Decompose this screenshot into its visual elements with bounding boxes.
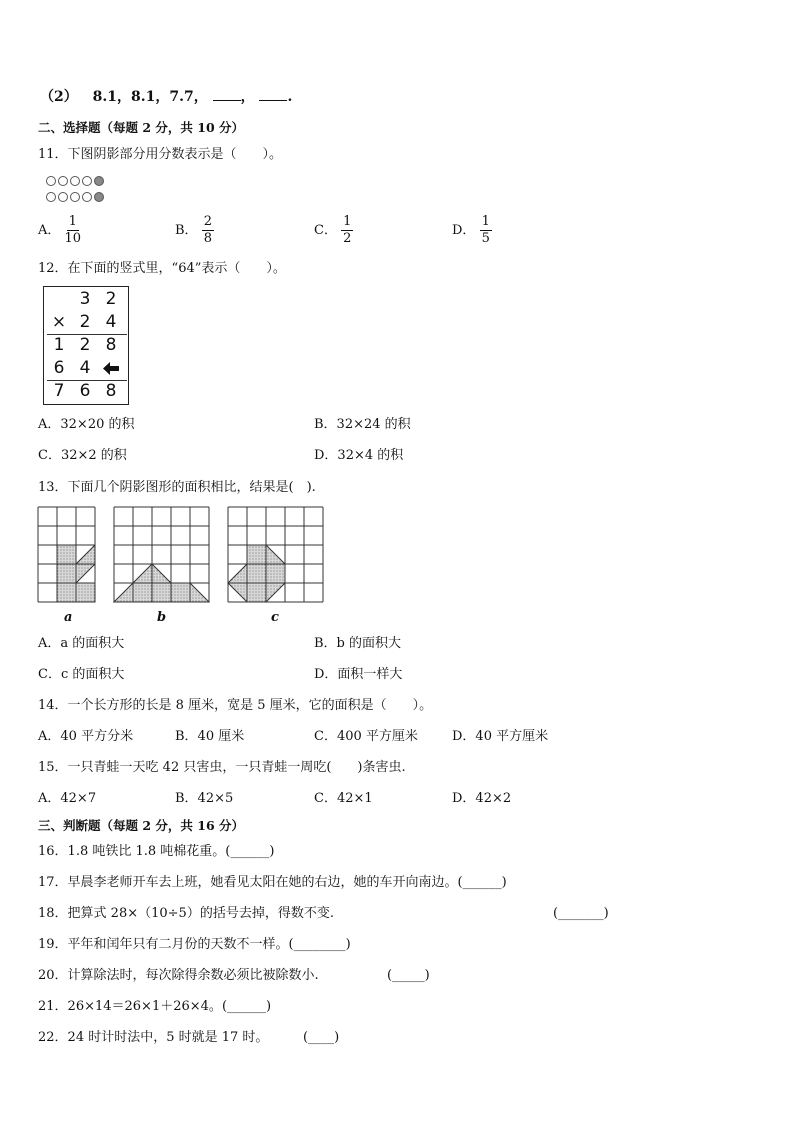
option-b[interactable]: B．42×5 <box>175 791 234 806</box>
answer-blank[interactable]: (______) <box>221 999 272 1014</box>
digit: 2 <box>79 335 91 355</box>
digit: 6 <box>53 358 65 378</box>
separator: ， <box>240 89 255 105</box>
numerator: 2 <box>203 214 212 229</box>
option-c[interactable]: C．32×2 的积 <box>38 448 127 463</box>
answer-blank[interactable]: (____) <box>303 1030 340 1045</box>
option-a[interactable]: A．40 平方分米 <box>38 729 134 744</box>
answer-blank[interactable]: (_____) <box>387 968 430 983</box>
judge-text: 19．平年和闰年只有二月份的天数不一样。 <box>38 937 289 952</box>
option-c[interactable]: C．400 平方厘米 <box>314 729 418 744</box>
option-a[interactable]: A．32×20 的积 <box>38 417 135 432</box>
question-stem: 15．一只青蛙一天吃 42 只害虫，一只青蛙一周吃( )条害虫. <box>38 760 406 775</box>
judge-text: 20．计算除法时，每次除得余数必须比被除数小. <box>38 968 319 983</box>
section-title: 三、判断题（每题 2 分，共 16 分） <box>38 818 245 833</box>
digit: 6 <box>79 381 91 401</box>
judge-item <box>38 967 319 985</box>
option-b[interactable]: B．40 厘米 <box>175 729 245 744</box>
option-letter: C． <box>314 223 337 238</box>
grid-a <box>38 507 95 602</box>
question-stem: 14．一个长方形的长是 8 厘米，宽是 5 厘米，它的面积是（ ）。 <box>38 698 433 713</box>
option-letter: D． <box>452 223 476 238</box>
option-d[interactable]: D．32×4 的积 <box>314 448 404 463</box>
option-b[interactable]: B．b 的面积大 <box>314 636 402 651</box>
digit: 1 <box>53 335 65 355</box>
digit: 3 <box>79 289 91 309</box>
option-d[interactable]: D．面积一样大 <box>314 667 403 682</box>
digit: 8 <box>105 381 117 401</box>
numerator: 1 <box>68 214 77 229</box>
times-sign: × <box>51 312 67 332</box>
option-d[interactable]: D．40 平方厘米 <box>452 729 549 744</box>
figure-label-b: b <box>157 610 167 625</box>
judge-item <box>38 874 507 892</box>
judge-item <box>38 905 334 923</box>
question-stem: 12．在下面的竖式里，“64”表示（ ）。 <box>38 261 286 276</box>
section-title: 二、选择题（每题 2 分，共 10 分） <box>38 120 245 135</box>
answer-blank[interactable]: (________) <box>288 937 351 952</box>
denominator: 8 <box>203 231 212 246</box>
digit: 4 <box>105 312 117 332</box>
sequence-values: 8.1，8.1，7.7， <box>92 89 208 105</box>
option-letter: B． <box>175 223 198 238</box>
numerator: 1 <box>343 214 352 229</box>
answer-blank[interactable]: (______) <box>457 875 507 890</box>
option-d[interactable]: D．42×2 <box>452 791 512 806</box>
answer-blank[interactable]: (______) <box>225 844 275 859</box>
denominator: 5 <box>481 231 490 246</box>
period: . <box>287 89 293 105</box>
digit: 7 <box>53 381 65 401</box>
shaded-shape-c <box>228 545 285 602</box>
option-c[interactable]: C．c 的面积大 <box>38 667 125 682</box>
digit: 8 <box>105 335 117 355</box>
denominator: 2 <box>343 231 352 246</box>
option-a[interactable]: A．a 的面积大 <box>38 636 125 651</box>
figure-label-c: c <box>271 610 279 625</box>
option-b[interactable]: B．32×24 的积 <box>314 417 411 432</box>
digit: 2 <box>79 312 91 332</box>
judge-text: 18．把算式 28×（10÷5）的括号去掉，得数不变. <box>38 906 334 921</box>
judge-text: 22．24 时计时法中，5 时就是 17 时。 <box>38 1030 269 1045</box>
question-2-label: （2） <box>40 89 78 105</box>
option-letter: A． <box>38 223 61 238</box>
option-c[interactable]: C．42×1 <box>314 791 373 806</box>
question-stem: 13．下面几个阴影图形的面积相比，结果是( ). <box>38 480 316 495</box>
grid-c <box>228 507 323 602</box>
numerator: 1 <box>481 214 490 229</box>
judge-item <box>38 1029 268 1047</box>
denominator: 10 <box>64 231 82 246</box>
judge-text: 21．26×14＝26×1＋26×4。 <box>38 999 222 1014</box>
judge-text: 16．1.8 吨铁比 1.8 吨棉花重。 <box>38 844 226 859</box>
digit: 4 <box>79 358 91 378</box>
grid-b <box>114 507 209 602</box>
figure-label-a: a <box>64 610 73 625</box>
question-stem: 11．下图阴影部分用分数表示是（ ）。 <box>38 147 283 162</box>
judge-item <box>38 998 271 1016</box>
answer-blank[interactable]: (_______) <box>553 906 609 921</box>
option-a[interactable]: A．42×7 <box>38 791 97 806</box>
digit: 2 <box>105 289 117 309</box>
judge-text: 17．早晨李老师开车去上班，她看见太阳在她的右边，她的车开向南边。 <box>38 875 458 890</box>
judge-item <box>38 843 274 861</box>
judge-item <box>38 936 351 954</box>
